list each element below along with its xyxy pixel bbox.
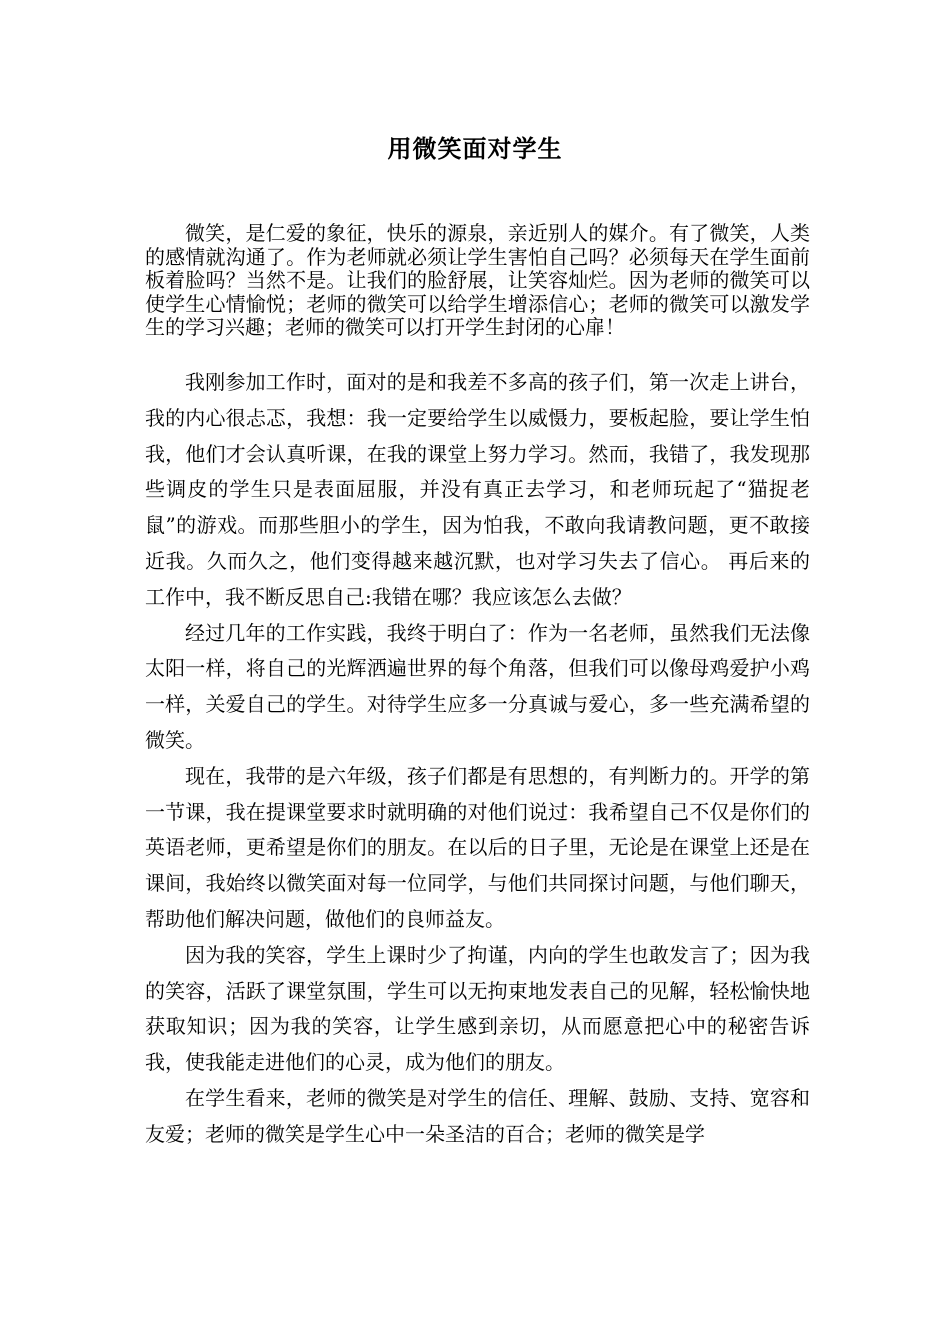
paragraph-3: 经过几年的工作实践，我终于明白了：作为一名老师，虽然我们无法像太阳一样，将自己的光辉洒遍世界的每个角落，但我们可以像母鸡爱护小鸡一样，关爱自己的学生。对待学生应多一分真诚与爱心，多一些充满希望的微笑。: [145, 620, 810, 752]
paragraph-2: 我刚参加工作时，面对的是和我差不多高的孩子们，第一次走上讲台，我的内心很忐忑，我想：我一定要给学生以威慑力，要板起脸，要让学生怕我，他们才会认真听课，在我的课堂上努力学习。然而，我错了，我发现那些调皮的学生只是表面屈服，并没有真正去学习，和老师玩起了“猫捉老鼠”的游戏。而那些胆小的学生，因为怕我，不敢向我请教问题，更不敢接近我。久而久之，他们变得越来越沉默，也对学习失去了信心。 再后来的工作中，我不断反思自己:我错在哪？我应该怎么去做？: [145, 370, 810, 609]
body-paragraphs: [145, 365, 810, 1153]
document-title: 用微笑面对学生: [387, 134, 563, 163]
paragraph-5: 因为我的笑容，学生上课时少了拘谨，内向的学生也敢发言了；因为我的笑容，活跃了课堂氛围，学生可以无拘束地发表自己的见解，轻松愉快地获取知识；因为我的笑容，让学生感到亲切，从而愿意把心中的秘密告诉我，使我能走进他们的心灵，成为他们的朋友。: [145, 942, 810, 1075]
paragraph-1: 微笑，是仁爱的象征，快乐的源泉，亲近别人的媒介。有了微笑，人类的感情就沟通了。作为老师就必须让学生害怕自己吗？必须每天在学生面前板着脸吗？当然不是。让我们的脸舒展，让笑容灿烂。因为老师的微笑可以使学生心情愉悦；老师的微笑可以给学生增添信心；老师的微笑可以激发学生的学习兴趣；老师的微笑可以打开学生封闭的心扉！: [145, 221, 810, 339]
paragraph-4: 现在，我带的是六年级，孩子们都是有思想的，有判断力的。开学的第一节课，我在提课堂要求时就明确的对他们说过：我希望自己不仅是你们的英语老师，更希望是你们的朋友。在以后的日子里，无论是在课堂上还是在课间，我始终以微笑面对每一位同学，与他们共同探讨问题，与他们聊天，帮助他们解决问题，做他们的良师益友。: [145, 763, 810, 931]
paragraph-6: 在学生看来，老师的微笑是对学生的信任、理解、鼓励、支持、宽容和友爱；老师的微笑是学生心中一朵圣洁的百合；老师的微笑是学: [145, 1085, 810, 1146]
